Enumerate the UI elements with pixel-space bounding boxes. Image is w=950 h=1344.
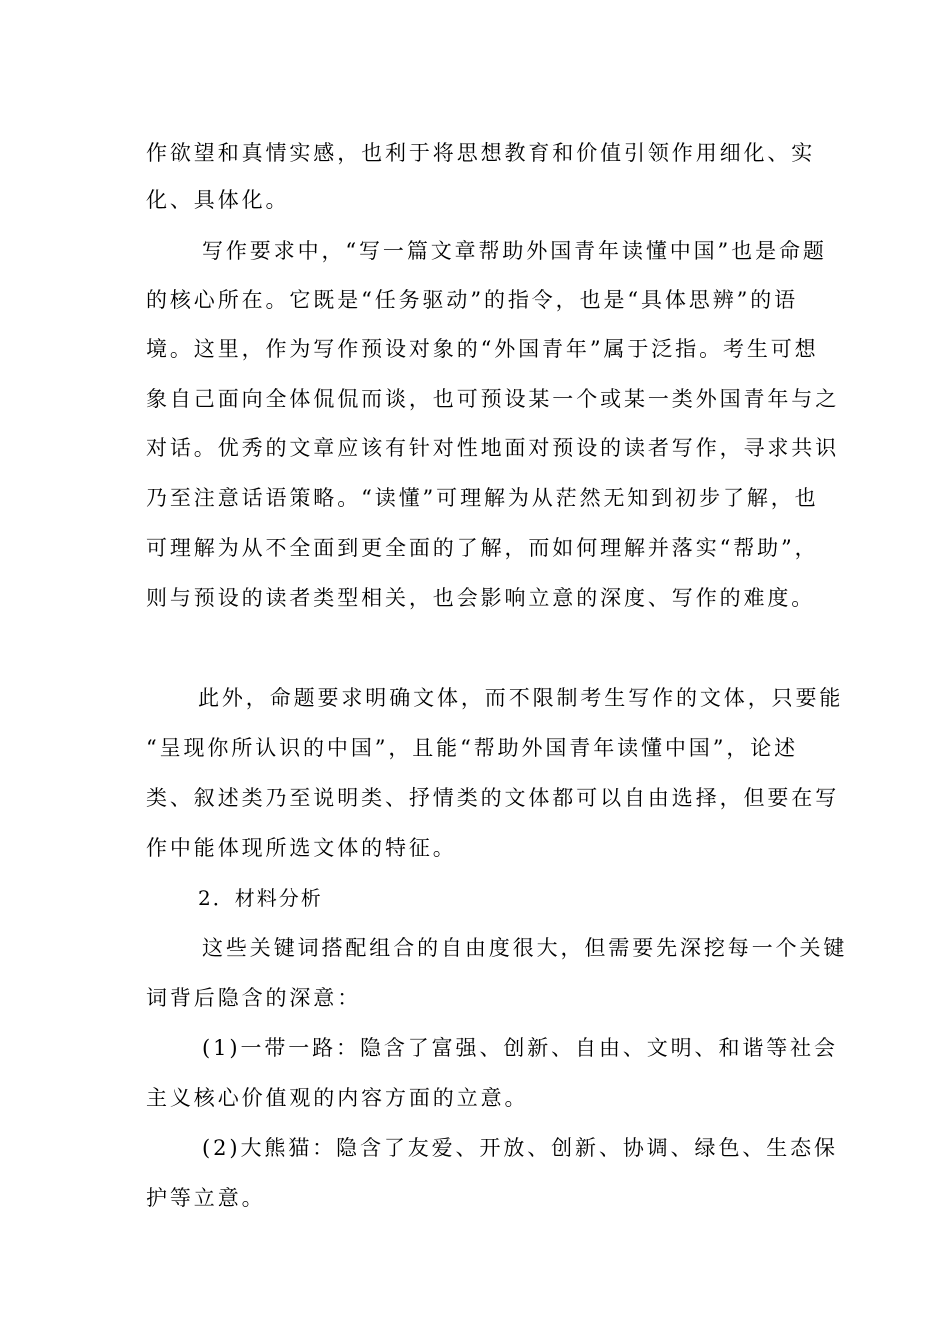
text-line: 境。这里，作为写作预设对象的“外国青年”属于泛指。考生可想 xyxy=(146,337,819,361)
text-line: 护等立意。 xyxy=(146,1186,266,1210)
text-line: 则与预设的读者类型相关，也会影响立意的深度、写作的难度。 xyxy=(146,586,816,610)
text-line: 乃至注意话语策略。“读懂”可理解为从茫然无知到初步了解，也 xyxy=(146,486,819,510)
text-line: 类、叙述类乃至说明类、抒情类的文体都可以自由选择，但要在写 xyxy=(146,786,840,810)
text-line: “呈现你所认识的中国”，且能“帮助外国青年读懂中国”，论述 xyxy=(146,736,799,760)
text-line: 这些关键词搭配组合的自由度很大，但需要先深挖每一个关键 xyxy=(202,936,848,960)
text-line: 象自己面向全体侃侃而谈，也可预设某一个或某一类外国青年与之 xyxy=(146,387,840,411)
text-line: 写作要求中，“写一篇文章帮助外国青年读懂中国”也是命题 xyxy=(202,239,827,263)
list-item: (1)一带一路：隐含了富强、创新、自由、文明、和谐等社会 xyxy=(202,1036,838,1060)
text-line: 此外，命题要求明确文体，而不限制考生写作的文体，只要能 xyxy=(198,686,844,710)
text-line: 作欲望和真情实感，也利于将思想教育和价值引领作用细化、实 xyxy=(146,141,816,165)
text-line: 词背后隐含的深意： xyxy=(146,986,362,1010)
text-line: 可理解为从不全面到更全面的了解，而如何理解并落实“帮助”， xyxy=(146,536,819,560)
section-heading: 2．材料分析 xyxy=(198,886,323,910)
list-item: (2)大熊猫：隐含了友爱、开放、创新、协调、绿色、生态保 xyxy=(202,1136,838,1160)
text-line: 对话。优秀的文章应该有针对性地面对预设的读者写作，寻求共识 xyxy=(146,436,840,460)
text-line: 化、具体化。 xyxy=(146,188,290,212)
text-line: 的核心所在。它既是“任务驱动”的指令，也是“具体思辨”的语 xyxy=(146,288,799,312)
text-line: 主义核心价值观的内容方面的立意。 xyxy=(146,1086,529,1110)
text-line: 作中能体现所选文体的特征。 xyxy=(146,836,457,860)
